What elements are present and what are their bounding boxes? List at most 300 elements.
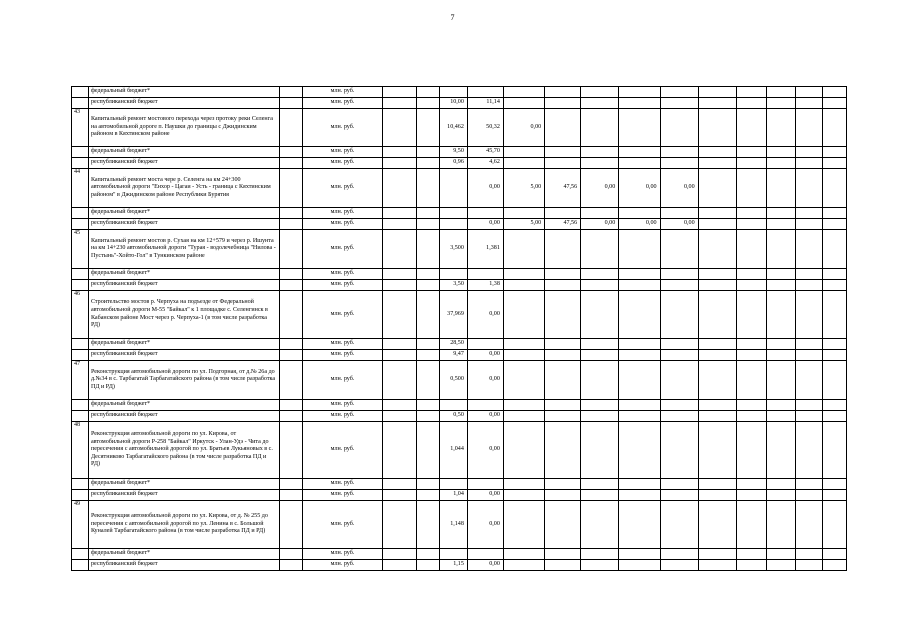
- unit-cell: млн. руб.: [302, 549, 382, 560]
- value-cell: [736, 560, 767, 571]
- empty-cell: [383, 339, 417, 350]
- value-cell: [440, 169, 468, 208]
- item-name-cell: федеральный бюджет*: [88, 147, 279, 158]
- value-cell: [545, 422, 581, 479]
- empty-cell: [767, 280, 796, 291]
- item-name-cell: федеральный бюджет*: [88, 479, 279, 490]
- empty-cell: [417, 400, 440, 411]
- table-row: [72, 350, 847, 361]
- row-number-cell: [72, 269, 89, 280]
- table-row: [72, 269, 847, 280]
- item-name-cell: федеральный бюджет*: [88, 208, 279, 219]
- value-cell: [503, 339, 544, 350]
- value-cell: [698, 208, 736, 219]
- value-cell: [698, 411, 736, 422]
- empty-cell: [417, 269, 440, 280]
- value-cell: [581, 549, 619, 560]
- empty-cell: [796, 339, 822, 350]
- value-cell: [503, 490, 544, 501]
- value-cell: [698, 291, 736, 339]
- value-cell: [698, 280, 736, 291]
- row-number-cell: [72, 87, 89, 98]
- value-cell: [698, 350, 736, 361]
- page-number: 7: [450, 13, 455, 22]
- value-cell: [545, 87, 581, 98]
- value-cell: [698, 400, 736, 411]
- value-cell: [440, 219, 468, 230]
- value-cell: [619, 109, 660, 147]
- value-cell: [619, 339, 660, 350]
- value-cell: [660, 501, 698, 549]
- empty-cell: [279, 479, 302, 490]
- value-cell: [581, 98, 619, 109]
- item-name-cell: Строительство мостов р. Черпуха на подъезде от Федеральной автомобильной дороги М-55 "Байкал" к 1 площадке с. Селенгинск в Кабанском районе Мост через р. Черпуха-1 (в том числе разработка РД): [88, 291, 279, 339]
- item-name-cell: федеральный бюджет*: [88, 269, 279, 280]
- empty-cell: [822, 230, 847, 269]
- value-cell: [545, 147, 581, 158]
- empty-cell: [796, 98, 822, 109]
- value-cell: 5,00: [503, 219, 544, 230]
- empty-cell: [417, 501, 440, 549]
- value-cell: [581, 158, 619, 169]
- value-cell: 1,148: [440, 501, 468, 549]
- value-cell: 0,00: [581, 169, 619, 208]
- value-cell: 0,00: [467, 490, 503, 501]
- value-cell: [660, 208, 698, 219]
- empty-cell: [279, 400, 302, 411]
- empty-cell: [383, 549, 417, 560]
- row-number-cell: [72, 147, 89, 158]
- empty-cell: [383, 208, 417, 219]
- empty-cell: [417, 98, 440, 109]
- empty-cell: [417, 208, 440, 219]
- table-row: [72, 549, 847, 560]
- empty-cell: [417, 280, 440, 291]
- value-cell: [698, 479, 736, 490]
- empty-cell: [822, 98, 847, 109]
- value-cell: [440, 549, 468, 560]
- value-cell: [736, 87, 767, 98]
- value-cell: 4,62: [467, 158, 503, 169]
- value-cell: [467, 208, 503, 219]
- empty-cell: [417, 490, 440, 501]
- value-cell: [545, 560, 581, 571]
- table-row: [72, 230, 847, 269]
- empty-cell: [822, 280, 847, 291]
- value-cell: 0,00: [581, 219, 619, 230]
- budget-table: [71, 86, 847, 571]
- item-name-cell: Капитальный ремонт мостов р. Сухая на км 12+579 и через р. Ишунта на км 14+230 автомобильной дороги "Турая - водолечебница "Нилова - Пустынь"-Хойто-Гол" в Тункинском районе: [88, 230, 279, 269]
- empty-cell: [796, 291, 822, 339]
- value-cell: [545, 361, 581, 400]
- value-cell: [619, 361, 660, 400]
- value-cell: [545, 291, 581, 339]
- value-cell: [619, 560, 660, 571]
- unit-cell: млн. руб.: [302, 339, 382, 350]
- empty-cell: [417, 422, 440, 479]
- value-cell: [698, 219, 736, 230]
- row-number-cell: [72, 98, 89, 109]
- value-cell: 0,00: [467, 350, 503, 361]
- value-cell: 0,00: [467, 291, 503, 339]
- empty-cell: [417, 87, 440, 98]
- empty-cell: [279, 269, 302, 280]
- empty-cell: [383, 361, 417, 400]
- empty-cell: [383, 219, 417, 230]
- value-cell: [698, 230, 736, 269]
- value-cell: [660, 280, 698, 291]
- value-cell: [736, 147, 767, 158]
- item-name-cell: Реконструкция автомобильной дороги по ул. Подгорная, от д.№ 26а до д.№34 в с. Тарбагатай Тарбагатайского района (в том числе разработка ПД и РД): [88, 361, 279, 400]
- value-cell: [581, 422, 619, 479]
- empty-cell: [279, 230, 302, 269]
- empty-cell: [383, 158, 417, 169]
- empty-cell: [417, 291, 440, 339]
- value-cell: 0,00: [503, 109, 544, 147]
- unit-cell: млн. руб.: [302, 422, 382, 479]
- unit-cell: млн. руб.: [302, 98, 382, 109]
- value-cell: [503, 291, 544, 339]
- empty-cell: [383, 479, 417, 490]
- value-cell: [581, 208, 619, 219]
- value-cell: [503, 411, 544, 422]
- value-cell: [440, 269, 468, 280]
- value-cell: [736, 230, 767, 269]
- empty-cell: [383, 147, 417, 158]
- item-name-cell: республиканский бюджет: [88, 98, 279, 109]
- item-name-cell: федеральный бюджет*: [88, 87, 279, 98]
- value-cell: [440, 400, 468, 411]
- value-cell: [619, 350, 660, 361]
- item-name-cell: республиканский бюджет: [88, 560, 279, 571]
- item-name-cell: Капитальный ремонт мостового перехода через протоку реки Селенга на автомобильной дороге п. Наушки до границы с Джидинским районом в Кяхтинском районе: [88, 109, 279, 147]
- value-cell: [503, 422, 544, 479]
- value-cell: [503, 230, 544, 269]
- value-cell: [736, 549, 767, 560]
- value-cell: 0,00: [467, 560, 503, 571]
- empty-cell: [796, 87, 822, 98]
- row-number-cell: [72, 549, 89, 560]
- value-cell: [619, 230, 660, 269]
- unit-cell: млн. руб.: [302, 87, 382, 98]
- value-cell: [660, 269, 698, 280]
- empty-cell: [796, 422, 822, 479]
- empty-cell: [279, 158, 302, 169]
- value-cell: [619, 269, 660, 280]
- empty-cell: [822, 361, 847, 400]
- item-name-cell: федеральный бюджет*: [88, 339, 279, 350]
- unit-cell: млн. руб.: [302, 400, 382, 411]
- value-cell: 47,56: [545, 219, 581, 230]
- empty-cell: [279, 339, 302, 350]
- empty-cell: [279, 560, 302, 571]
- value-cell: 0,96: [440, 158, 468, 169]
- value-cell: 45,70: [467, 147, 503, 158]
- value-cell: [545, 109, 581, 147]
- empty-cell: [796, 490, 822, 501]
- empty-cell: [822, 339, 847, 350]
- value-cell: [660, 549, 698, 560]
- table-row: [72, 109, 847, 147]
- value-cell: [545, 549, 581, 560]
- empty-cell: [767, 269, 796, 280]
- value-cell: [736, 350, 767, 361]
- empty-cell: [417, 549, 440, 560]
- table-row: [72, 147, 847, 158]
- value-cell: [736, 98, 767, 109]
- empty-cell: [767, 350, 796, 361]
- table-row: [72, 490, 847, 501]
- value-cell: [736, 219, 767, 230]
- value-cell: 0,00: [660, 169, 698, 208]
- empty-cell: [767, 490, 796, 501]
- value-cell: [581, 411, 619, 422]
- table-row: [72, 208, 847, 219]
- empty-cell: [279, 549, 302, 560]
- empty-cell: [822, 169, 847, 208]
- table-body: [72, 87, 847, 571]
- empty-cell: [822, 219, 847, 230]
- value-cell: [581, 280, 619, 291]
- value-cell: [698, 361, 736, 400]
- row-number-cell: [72, 350, 89, 361]
- empty-cell: [279, 109, 302, 147]
- value-cell: [467, 479, 503, 490]
- empty-cell: [767, 339, 796, 350]
- empty-cell: [383, 350, 417, 361]
- value-cell: [698, 549, 736, 560]
- unit-cell: млн. руб.: [302, 560, 382, 571]
- value-cell: [660, 339, 698, 350]
- value-cell: 1,38: [467, 280, 503, 291]
- item-name-cell: Реконструкция автомобильной дороги по ул. Кирова, от автомобильной дороги Р-258 "Байкал" Иркутск - Улан-Удэ - Чита до пересечения с автомобильной дорогой по ул. Братьев Лукьяновых в с. Десятниково Тарбагатайского района (в том числе разработка ПД и РД): [88, 422, 279, 479]
- empty-cell: [822, 549, 847, 560]
- empty-cell: [383, 269, 417, 280]
- empty-cell: [822, 269, 847, 280]
- empty-cell: [796, 479, 822, 490]
- value-cell: [660, 411, 698, 422]
- row-number-cell: [72, 208, 89, 219]
- value-cell: 1,15: [440, 560, 468, 571]
- value-cell: [503, 158, 544, 169]
- empty-cell: [767, 291, 796, 339]
- unit-cell: млн. руб.: [302, 280, 382, 291]
- value-cell: [545, 230, 581, 269]
- empty-cell: [796, 501, 822, 549]
- empty-cell: [417, 230, 440, 269]
- empty-cell: [822, 158, 847, 169]
- empty-cell: [279, 98, 302, 109]
- empty-cell: [767, 109, 796, 147]
- value-cell: [736, 490, 767, 501]
- empty-cell: [417, 350, 440, 361]
- empty-cell: [796, 109, 822, 147]
- unit-cell: млн. руб.: [302, 169, 382, 208]
- empty-cell: [279, 219, 302, 230]
- table-row: [72, 158, 847, 169]
- value-cell: 0,500: [440, 361, 468, 400]
- value-cell: 0,00: [619, 169, 660, 208]
- empty-cell: [822, 560, 847, 571]
- empty-cell: [279, 361, 302, 400]
- row-number-cell: [72, 490, 89, 501]
- value-cell: 10,462: [440, 109, 468, 147]
- value-cell: [660, 422, 698, 479]
- value-cell: [619, 158, 660, 169]
- table-row: [72, 479, 847, 490]
- value-cell: [581, 269, 619, 280]
- value-cell: [545, 280, 581, 291]
- value-cell: [619, 208, 660, 219]
- value-cell: [736, 479, 767, 490]
- value-cell: [736, 109, 767, 147]
- empty-cell: [767, 147, 796, 158]
- value-cell: 1,381: [467, 230, 503, 269]
- value-cell: [503, 479, 544, 490]
- empty-cell: [796, 208, 822, 219]
- value-cell: 0,00: [467, 422, 503, 479]
- empty-cell: [796, 400, 822, 411]
- value-cell: [698, 158, 736, 169]
- value-cell: [581, 350, 619, 361]
- value-cell: [736, 411, 767, 422]
- unit-cell: млн. руб.: [302, 269, 382, 280]
- item-name-cell: республиканский бюджет: [88, 219, 279, 230]
- unit-cell: млн. руб.: [302, 147, 382, 158]
- value-cell: 0,00: [467, 169, 503, 208]
- empty-cell: [279, 169, 302, 208]
- table-row: [72, 280, 847, 291]
- value-cell: [440, 479, 468, 490]
- value-cell: [660, 158, 698, 169]
- value-cell: [467, 549, 503, 560]
- value-cell: 0,00: [467, 219, 503, 230]
- value-cell: [698, 422, 736, 479]
- value-cell: 3,50: [440, 280, 468, 291]
- value-cell: 0,00: [467, 411, 503, 422]
- empty-cell: [279, 422, 302, 479]
- value-cell: [660, 361, 698, 400]
- empty-cell: [417, 560, 440, 571]
- row-number-cell: 43: [72, 109, 89, 147]
- empty-cell: [822, 490, 847, 501]
- empty-cell: [767, 230, 796, 269]
- unit-cell: млн. руб.: [302, 479, 382, 490]
- row-number-cell: [72, 339, 89, 350]
- value-cell: [581, 230, 619, 269]
- value-cell: [503, 98, 544, 109]
- table-row: [72, 411, 847, 422]
- table-row: [72, 361, 847, 400]
- value-cell: [660, 109, 698, 147]
- value-cell: [581, 87, 619, 98]
- value-cell: [698, 147, 736, 158]
- value-cell: [698, 269, 736, 280]
- empty-cell: [279, 208, 302, 219]
- empty-cell: [383, 291, 417, 339]
- value-cell: [660, 490, 698, 501]
- value-cell: [736, 361, 767, 400]
- empty-cell: [383, 490, 417, 501]
- value-cell: [698, 560, 736, 571]
- value-cell: [581, 291, 619, 339]
- value-cell: [467, 269, 503, 280]
- value-cell: [619, 501, 660, 549]
- value-cell: [440, 87, 468, 98]
- row-number-cell: [72, 158, 89, 169]
- empty-cell: [822, 350, 847, 361]
- value-cell: [545, 411, 581, 422]
- value-cell: 9,47: [440, 350, 468, 361]
- value-cell: 1,044: [440, 422, 468, 479]
- value-cell: [619, 479, 660, 490]
- value-cell: [736, 208, 767, 219]
- value-cell: [736, 501, 767, 549]
- value-cell: [660, 479, 698, 490]
- empty-cell: [796, 350, 822, 361]
- empty-cell: [279, 87, 302, 98]
- item-name-cell: Капитальный ремонт моста чере р. Селенга на км 24+300 автомобильной дороги "Енхор - Цагаи - Усть - граница с Кяхтинским районом" в Джидинском районе Республики Бурятия: [88, 169, 279, 208]
- empty-cell: [796, 280, 822, 291]
- empty-cell: [767, 87, 796, 98]
- table-row: [72, 98, 847, 109]
- empty-cell: [279, 280, 302, 291]
- value-cell: [581, 560, 619, 571]
- unit-cell: млн. руб.: [302, 291, 382, 339]
- row-number-cell: [72, 411, 89, 422]
- empty-cell: [383, 109, 417, 147]
- empty-cell: [383, 400, 417, 411]
- value-cell: [619, 490, 660, 501]
- value-cell: [581, 147, 619, 158]
- value-cell: [619, 422, 660, 479]
- value-cell: [619, 400, 660, 411]
- value-cell: [503, 147, 544, 158]
- value-cell: 50,32: [467, 109, 503, 147]
- value-cell: [440, 208, 468, 219]
- empty-cell: [796, 219, 822, 230]
- empty-cell: [767, 411, 796, 422]
- value-cell: [698, 490, 736, 501]
- table-row: [72, 560, 847, 571]
- empty-cell: [796, 230, 822, 269]
- value-cell: [545, 490, 581, 501]
- value-cell: [698, 109, 736, 147]
- empty-cell: [822, 147, 847, 158]
- value-cell: [736, 422, 767, 479]
- item-name-cell: республиканский бюджет: [88, 158, 279, 169]
- value-cell: 1,04: [440, 490, 468, 501]
- value-cell: [545, 400, 581, 411]
- value-cell: 10,00: [440, 98, 468, 109]
- value-cell: 9,50: [440, 147, 468, 158]
- value-cell: [503, 501, 544, 549]
- unit-cell: млн. руб.: [302, 490, 382, 501]
- value-cell: [581, 109, 619, 147]
- empty-cell: [767, 219, 796, 230]
- empty-cell: [279, 501, 302, 549]
- table-row: [72, 87, 847, 98]
- empty-cell: [417, 479, 440, 490]
- value-cell: 28,50: [440, 339, 468, 350]
- empty-cell: [279, 147, 302, 158]
- value-cell: [467, 400, 503, 411]
- value-cell: 3,500: [440, 230, 468, 269]
- row-number-cell: 45: [72, 230, 89, 269]
- value-cell: [581, 339, 619, 350]
- item-name-cell: Реконструкция автомобильной дороги по ул. Кирова, от д. № 255 до пересечения с автомобильной дорогой по ул. Ленина в с. Большой Куналей Тарбагатайского района (в том числе разработка ПД и РД): [88, 501, 279, 549]
- empty-cell: [279, 350, 302, 361]
